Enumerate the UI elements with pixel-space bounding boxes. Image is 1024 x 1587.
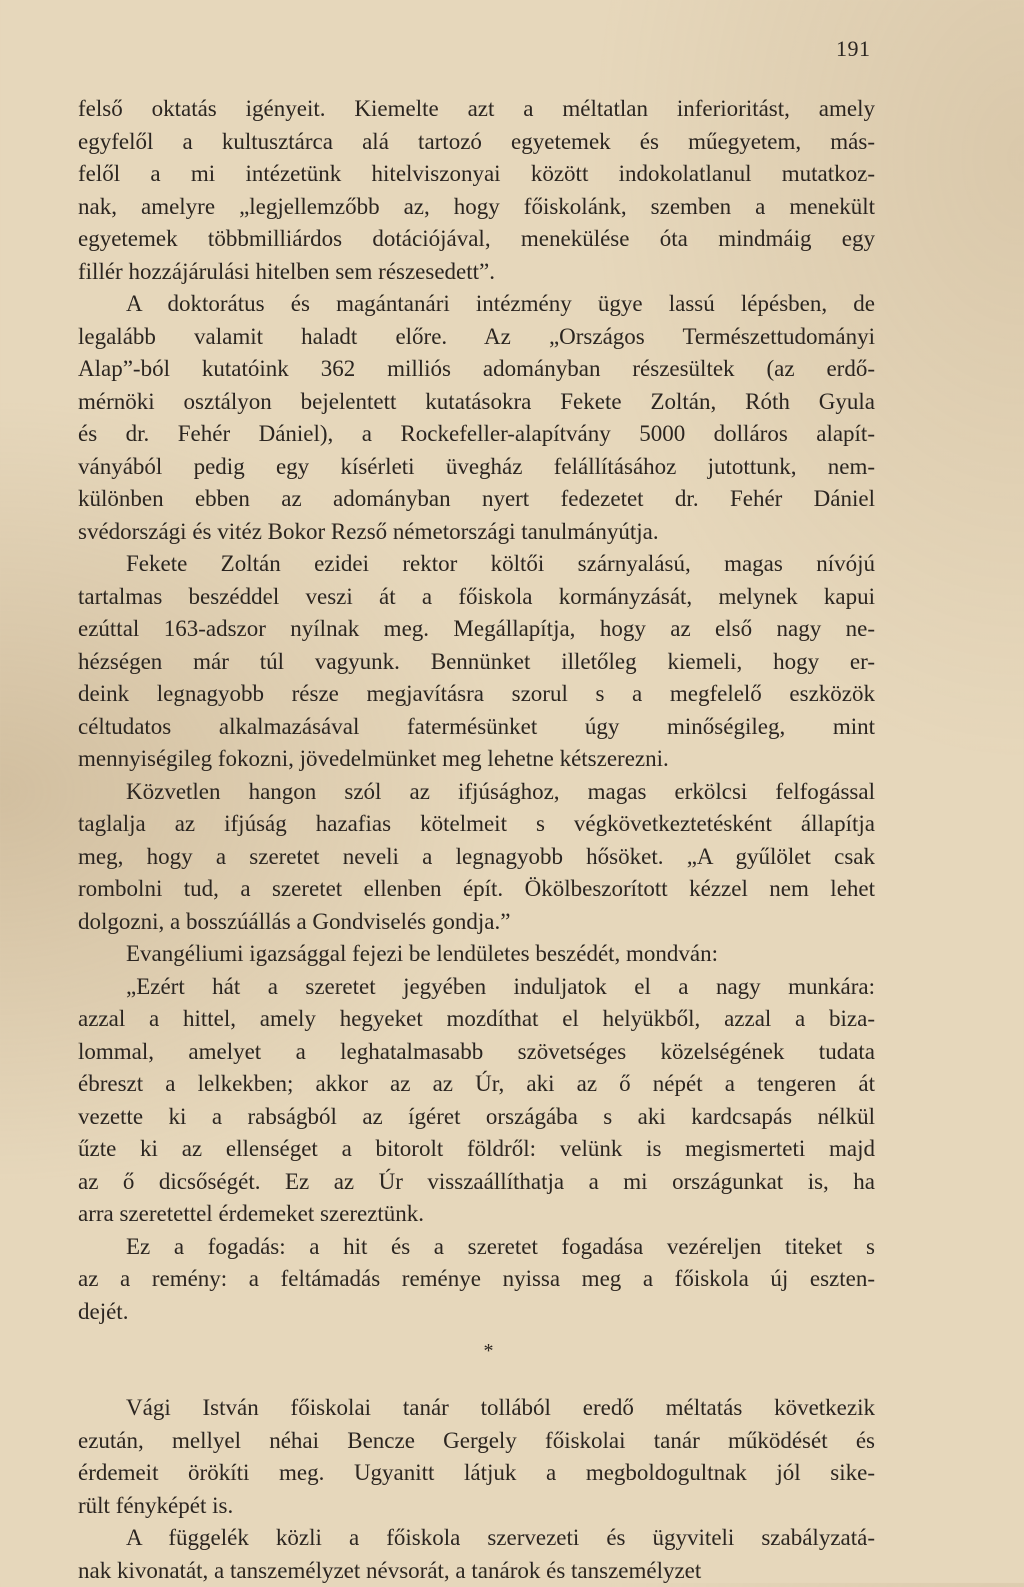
text-line: A doktorátus és magántanári intézmény ügye lassú lépésben, de — [78, 288, 875, 321]
text-line: rombolni tud, a szeretet ellenben épít. Ökölbeszorított kézzel nem lehet — [78, 873, 875, 906]
text-line: deink legnagyobb része megjavításra szorul s a megfelelő eszközök — [78, 678, 875, 711]
text-line: legalább valamit haladt előre. Az „Országos Természettudományi — [78, 321, 875, 354]
text-line: lommal, amelyet a leghatalmasabb szövetséges közelségének tudata — [78, 1036, 875, 1069]
text-line: fillér hozzájárulási hitelben sem részesedett”. — [78, 256, 875, 289]
paragraph — [78, 938, 875, 971]
text-line: az a remény: a feltámadás reménye nyissa meg a főiskola új eszten- — [78, 1263, 875, 1296]
text-line: dolgozni, a bosszúállás a Gondviselés gondja.” — [78, 906, 875, 939]
text-line: felső oktatás igényeit. Kiemelte azt a méltatlan inferioritást, amely — [78, 93, 875, 126]
paragraph — [78, 971, 875, 1231]
text-line: Ez a fogadás: a hit és a szeretet fogadása vezéreljen titeket s — [78, 1231, 875, 1264]
body-text-after-separator — [78, 1392, 875, 1587]
paragraph — [78, 288, 875, 548]
text-line: űzte ki az ellenséget a bitorolt földről: velünk is megismerteti majd — [78, 1133, 875, 1166]
text-line: „Ezért hát a szeretet jegyében induljatok el a nagy munkára: — [78, 971, 875, 1004]
text-line: és dr. Fehér Dániel), a Rockefeller-alapítvány 5000 dolláros alapít- — [78, 418, 875, 451]
text-line: Fekete Zoltán ezidei rektor költői szárnyalású, magas nívójú — [78, 548, 875, 581]
text-line: nak kivonatát, a tanszemélyzet névsorát, a tanárok és tanszemélyzet — [78, 1555, 875, 1587]
text-line: hézségen már túl vagyunk. Bennünket illetőleg kiemeli, hogy er- — [78, 646, 875, 679]
text-line: dejét. — [78, 1296, 875, 1329]
text-line: ébreszt a lelkekben; akkor az az Úr, aki az ő népét a tengeren át — [78, 1068, 875, 1101]
text-line: ezután, mellyel néhai Bencze Gergely főiskolai tanár működését és — [78, 1425, 875, 1458]
text-line: ványából pedig egy kísérleti üvegház felállításához jutottunk, nem- — [78, 451, 875, 484]
section-separator: * — [78, 1328, 875, 1392]
text-line: Közvetlen hangon szól az ifjúsághoz, magas erkölcsi felfogással — [78, 776, 875, 809]
text-line: az ő dicsőségét. Ez az Úr visszaállíthatja a mi országunkat is, ha — [78, 1166, 875, 1199]
text-line: taglalja az ifjúság hazafias kötelmeit s végkövetkeztetésként állapítja — [78, 808, 875, 841]
text-line: rült fényképét is. — [78, 1490, 875, 1523]
paragraph — [78, 1392, 875, 1522]
text-line: mérnöki osztályon bejelentett kutatásokra Fekete Zoltán, Róth Gyula — [78, 386, 875, 419]
paragraph — [78, 93, 875, 288]
body-text-before-separator — [78, 93, 875, 1328]
text-line: nak, amelyre „legjellemzőbb az, hogy főiskolánk, szemben a menekült — [78, 191, 875, 224]
text-line: meg, hogy a szeretet neveli a legnagyobb hősöket. „A gyűlölet csak — [78, 841, 875, 874]
paragraph — [78, 1522, 875, 1587]
text-line: Alap”-ból kutatóink 362 milliós adományban részesültek (az erdő- — [78, 353, 875, 386]
page-number: 191 — [836, 36, 871, 62]
text-line: érdemeit örökíti meg. Ugyanitt látjuk a megboldogultnak jól sike- — [78, 1457, 875, 1490]
text-line: arra szeretettel érdemeket szereztünk. — [78, 1198, 875, 1231]
text-line: ezúttal 163-adszor nyílnak meg. Megállapítja, hogy az első nagy ne- — [78, 613, 875, 646]
paragraph — [78, 776, 875, 939]
text-line: egyetemek többmilliárdos dotációjával, menekülése óta mindmáig egy — [78, 223, 875, 256]
text-line: tartalmas beszéddel veszi át a főiskola kormányzását, melynek kapui — [78, 581, 875, 614]
text-line: felől a mi intézetünk hitelviszonyai között indokolatlanul mutatkoz- — [78, 158, 875, 191]
text-line: Evangéliumi igazsággal fejezi be lendületes beszédét, mondván: — [78, 938, 875, 971]
text-line: céltudatos alkalmazásával fatermésünket úgy minőségileg, mint — [78, 711, 875, 744]
page-body — [78, 93, 875, 1587]
text-line: egyfelől a kultusztárca alá tartozó egyetemek és műegyetem, más- — [78, 126, 875, 159]
text-line: azzal a hittel, amely hegyeket mozdíthat el helyükből, azzal a biza- — [78, 1003, 875, 1036]
text-line: különben ebben az adományban nyert fedezetet dr. Fehér Dániel — [78, 483, 875, 516]
paragraph — [78, 548, 875, 776]
text-line: mennyiségileg fokozni, jövedelmünket meg lehetne kétszerezni. — [78, 743, 875, 776]
text-line: Vági István főiskolai tanár tollából eredő méltatás következik — [78, 1392, 875, 1425]
text-line: svédországi és vitéz Bokor Rezső németországi tanulmányútja. — [78, 516, 875, 549]
text-line: A függelék közli a főiskola szervezeti és ügyviteli szabályzatá- — [78, 1522, 875, 1555]
paragraph — [78, 1231, 875, 1329]
text-line: vezette ki a rabságból az ígéret országába s aki kardcsapás nélkül — [78, 1101, 875, 1134]
